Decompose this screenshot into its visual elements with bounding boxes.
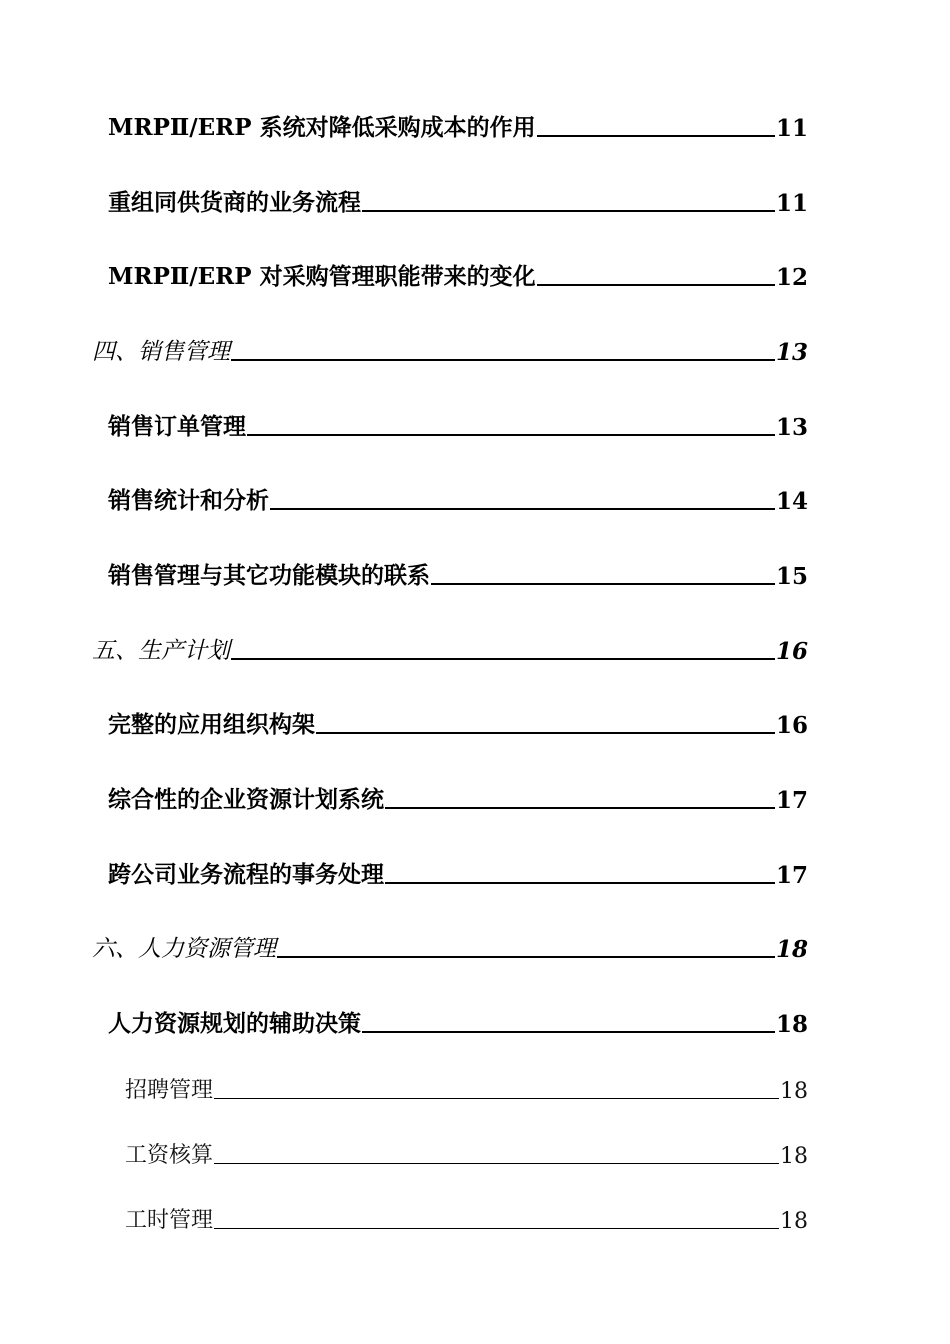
toc-subentry-title: 工时管理 [125, 1208, 214, 1233]
toc-leader-line [362, 1031, 775, 1033]
toc-entry-page: 11 [775, 115, 808, 142]
toc-entry-page: 12 [775, 264, 808, 291]
toc-leader-line [214, 1228, 779, 1229]
toc-leader-line [270, 508, 775, 510]
toc-leader-line [385, 882, 775, 884]
toc-subentry-title: 招聘管理 [125, 1078, 214, 1103]
toc-leader-line [247, 434, 775, 436]
toc-entry-title: MRPⅡ/ERP 系统对降低采购成本的作用 [108, 114, 536, 141]
toc-leader-line [431, 583, 775, 585]
toc-chapter-entry[interactable] [92, 631, 808, 665]
toc-subentry[interactable] [125, 1200, 808, 1234]
toc-entry-title: 综合性的企业资源计划系统 [108, 786, 384, 813]
toc-entry-page: 18 [775, 1011, 808, 1038]
toc-entry[interactable] [108, 556, 808, 590]
toc-leader-line [537, 284, 775, 286]
toc-entry-title: 销售订单管理 [108, 413, 246, 440]
toc-entry-page: 15 [775, 563, 808, 590]
toc-entry-page: 11 [775, 190, 808, 217]
toc-chapter-page: 16 [775, 638, 808, 665]
toc-chapter-page: 13 [775, 339, 808, 366]
toc-entry-page: 17 [775, 787, 808, 814]
toc-leader-line [231, 359, 775, 361]
toc-chapter-title: 六、人力资源管理 [92, 936, 276, 962]
toc-entry[interactable] [108, 108, 808, 142]
toc-chapter-entry[interactable] [92, 332, 808, 366]
toc-entry-page: 16 [775, 712, 808, 739]
toc-entry-title: MRPⅡ/ERP 对采购管理职能带来的变化 [108, 263, 536, 290]
toc-entry-page: 17 [775, 862, 808, 889]
toc-leader-line [277, 956, 775, 958]
toc-chapter-page: 18 [775, 936, 808, 963]
toc-chapter-title: 四、销售管理 [92, 339, 230, 365]
toc-leader-line [385, 807, 775, 809]
toc-entry-title: 跨公司业务流程的事务处理 [108, 861, 384, 888]
toc-subentry-page: 18 [780, 1209, 808, 1234]
toc-subentry-title: 工资核算 [125, 1143, 214, 1168]
toc-entry-page: 13 [775, 414, 808, 441]
toc-entry-title: 销售统计和分析 [108, 487, 269, 514]
toc-subentry-page: 18 [780, 1079, 808, 1104]
toc-entry[interactable] [108, 1004, 808, 1038]
toc-entry[interactable] [108, 855, 808, 889]
toc-entry[interactable] [108, 257, 808, 291]
toc-entry-page: 14 [775, 488, 808, 515]
toc-entry-title: 完整的应用组织构架 [108, 711, 315, 738]
toc-entry[interactable] [108, 481, 808, 515]
toc-chapter-entry[interactable] [92, 929, 808, 963]
toc-chapter-title: 五、生产计划 [92, 638, 230, 664]
toc-entry[interactable] [108, 705, 808, 739]
toc-leader-line [214, 1163, 779, 1164]
toc-leader-line [537, 135, 775, 137]
toc-entry-title: 重组同供货商的业务流程 [108, 189, 361, 216]
toc-leader-line [316, 732, 775, 734]
toc-entry-title: 人力资源规划的辅助决策 [108, 1010, 361, 1037]
toc-subentry-page: 18 [780, 1144, 808, 1169]
toc-entry[interactable] [108, 407, 808, 441]
toc-subentry[interactable] [125, 1135, 808, 1169]
toc-leader-line [231, 658, 775, 660]
toc-entry[interactable] [108, 183, 808, 217]
toc-entry[interactable] [108, 780, 808, 814]
toc-leader-line [214, 1098, 779, 1099]
toc-leader-line [362, 210, 775, 212]
toc-subentry[interactable] [125, 1070, 808, 1104]
toc-entry-title: 销售管理与其它功能模块的联系 [108, 562, 430, 589]
